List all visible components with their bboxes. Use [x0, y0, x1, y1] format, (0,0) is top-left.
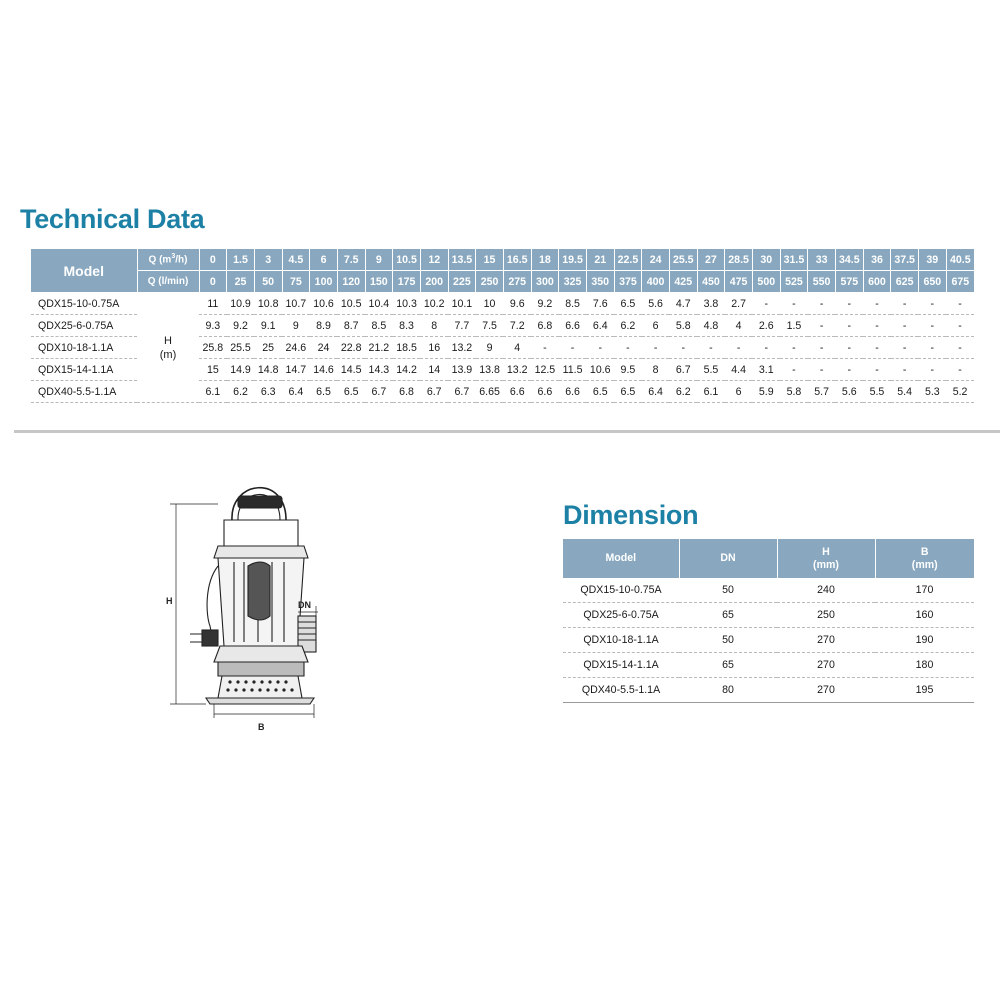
- head-value-cell: -: [808, 337, 836, 359]
- dim-h-header-label: H: [822, 545, 830, 558]
- head-value-cell: -: [808, 315, 836, 337]
- q-m3h-value: 3: [254, 249, 282, 271]
- head-value-cell: 5.5: [863, 381, 891, 403]
- table-row: [31, 293, 974, 315]
- dim-b-cell: 160: [875, 603, 974, 628]
- q-lmin-value: 120: [337, 271, 365, 293]
- head-value-cell: 6.6: [559, 381, 587, 403]
- head-value-cell: -: [780, 293, 808, 315]
- q-lmin-value: 200: [420, 271, 448, 293]
- q-lmin-value: 600: [863, 271, 891, 293]
- q-m3h-value: 30: [752, 249, 780, 271]
- head-value-cell: -: [863, 359, 891, 381]
- head-value-cell: 10: [476, 293, 504, 315]
- dim-b-header-unit: (mm): [911, 558, 938, 571]
- head-value-cell: -: [891, 359, 919, 381]
- q-m3h-value: 39: [918, 249, 946, 271]
- head-value-cell: 14.5: [337, 359, 365, 381]
- head-value-cell: 5.2: [946, 381, 974, 403]
- head-value-cell: 9.2: [227, 315, 255, 337]
- dim-dn-cell: 50: [679, 578, 777, 603]
- head-value-cell: 15: [199, 359, 227, 381]
- dim-dn-cell: 50: [679, 628, 777, 653]
- head-value-cell: 8: [642, 359, 670, 381]
- head-value-cell: 6.2: [227, 381, 255, 403]
- head-value-cell: -: [559, 337, 587, 359]
- dim-h-cell: 270: [777, 678, 875, 703]
- head-value-cell: 5.6: [835, 381, 863, 403]
- head-value-cell: -: [891, 337, 919, 359]
- q-lmin-value: 75: [282, 271, 310, 293]
- base-width-label: B: [258, 722, 265, 732]
- model-column-header: Model: [31, 249, 137, 293]
- head-value-cell: 13.2: [503, 359, 531, 381]
- q-m3h-value: 13.5: [448, 249, 476, 271]
- q-m3h-value: 10.5: [393, 249, 421, 271]
- head-value-cell: 8.7: [337, 315, 365, 337]
- q-m3h-value: 24: [642, 249, 670, 271]
- head-value-cell: 14: [420, 359, 448, 381]
- technical-data-table: [31, 249, 974, 403]
- head-unit: (m): [159, 348, 177, 361]
- head-value-cell: 11: [199, 293, 227, 315]
- head-value-cell: 6.7: [420, 381, 448, 403]
- head-value-cell: 6.6: [531, 381, 559, 403]
- head-value-cell: 14.3: [365, 359, 393, 381]
- q-m3h-value: 27: [697, 249, 725, 271]
- head-value-cell: 10.8: [254, 293, 282, 315]
- head-value-cell: 6.6: [503, 381, 531, 403]
- head-value-cell: -: [697, 337, 725, 359]
- head-value-cell: 8.3: [393, 315, 421, 337]
- q-lmin-value: 175: [393, 271, 421, 293]
- head-value-cell: -: [780, 359, 808, 381]
- q-m3h-value: 4.5: [282, 249, 310, 271]
- head-value-cell: 24: [310, 337, 338, 359]
- dim-b-cell: 195: [875, 678, 974, 703]
- q-lmin-value: 50: [254, 271, 282, 293]
- strainer-base: [218, 676, 302, 698]
- head-value-cell: -: [808, 359, 836, 381]
- head-value-cell: 5.8: [669, 315, 697, 337]
- dim-dn-header: DN: [679, 539, 777, 578]
- head-value-cell: 10.6: [310, 293, 338, 315]
- dim-dn-cell: 80: [679, 678, 777, 703]
- head-value-cell: -: [835, 293, 863, 315]
- dim-model-cell: QDX15-14-1.1A: [563, 653, 679, 678]
- head-value-cell: 10.9: [227, 293, 255, 315]
- head-value-cell: 24.6: [282, 337, 310, 359]
- head-value-cell: 16: [420, 337, 448, 359]
- head-value-cell: 14.7: [282, 359, 310, 381]
- dim-b-cell: 170: [875, 578, 974, 603]
- q-lmin-value: 225: [448, 271, 476, 293]
- q-m3h-value: 1.5: [227, 249, 255, 271]
- model-cell: QDX10-18-1.1A: [31, 337, 137, 359]
- q-m3h-value: 19.5: [559, 249, 587, 271]
- head-value-cell: -: [669, 337, 697, 359]
- q-lmin-value: 250: [476, 271, 504, 293]
- head-value-cell: 2.7: [725, 293, 753, 315]
- dim-dn-cell: 65: [679, 653, 777, 678]
- head-value-cell: 10.1: [448, 293, 476, 315]
- head-value-cell: 6.8: [393, 381, 421, 403]
- q-lmin-value: 575: [835, 271, 863, 293]
- head-value-cell: 6: [725, 381, 753, 403]
- head-value-cell: 4: [503, 337, 531, 359]
- head-value-cell: -: [808, 293, 836, 315]
- head-value-cell: -: [918, 337, 946, 359]
- table-row: [563, 603, 974, 628]
- dim-model-cell: QDX15-10-0.75A: [563, 578, 679, 603]
- head-value-cell: 5.3: [918, 381, 946, 403]
- q-m3h-value: 21: [586, 249, 614, 271]
- q-m3h-value: 28.5: [725, 249, 753, 271]
- q-lmin-value: 25: [227, 271, 255, 293]
- head-value-cell: 5.8: [780, 381, 808, 403]
- dim-model-cell: QDX10-18-1.1A: [563, 628, 679, 653]
- q-m3h-value: 9: [365, 249, 393, 271]
- head-value-cell: 14.2: [393, 359, 421, 381]
- q-lmin-value: 350: [586, 271, 614, 293]
- head-value-cell: 6.7: [365, 381, 393, 403]
- dim-b-header-label: B: [920, 545, 929, 558]
- dim-h-cell: 240: [777, 578, 875, 603]
- head-value-cell: 9.5: [614, 359, 642, 381]
- head-value-cell: 10.6: [586, 359, 614, 381]
- q-m3h-value: 40.5: [946, 249, 974, 271]
- model-cell: QDX25-6-0.75A: [31, 315, 137, 337]
- head-value-cell: 13.9: [448, 359, 476, 381]
- q-lmin-value: 375: [614, 271, 642, 293]
- head-value-cell: 9.1: [254, 315, 282, 337]
- q-m3h-value: 12: [420, 249, 448, 271]
- head-value-cell: 7.7: [448, 315, 476, 337]
- head-value-cell: 8.5: [365, 315, 393, 337]
- head-value-cell: 22.8: [337, 337, 365, 359]
- dim-h-cell: 250: [777, 603, 875, 628]
- head-value-cell: 13.2: [448, 337, 476, 359]
- head-value-cell: 4.4: [725, 359, 753, 381]
- head-value-cell: -: [891, 293, 919, 315]
- head-value-cell: 1.5: [780, 315, 808, 337]
- outlet-diameter-label: DN: [298, 600, 311, 610]
- head-value-cell: -: [752, 337, 780, 359]
- dim-dn-cell: 65: [679, 603, 777, 628]
- q-m3h-value: 22.5: [614, 249, 642, 271]
- head-value-cell: 9.2: [531, 293, 559, 315]
- flow-m3h-header-row: [31, 249, 974, 271]
- head-value-cell: 5.7: [808, 381, 836, 403]
- head-value-cell: 6.1: [697, 381, 725, 403]
- head-value-cell: -: [531, 337, 559, 359]
- head-value-cell: 25: [254, 337, 282, 359]
- head-label-cell: [137, 293, 199, 403]
- head-value-cell: 7.2: [503, 315, 531, 337]
- q-m3h-value: 25.5: [669, 249, 697, 271]
- technical-data-title: Technical Data: [20, 204, 205, 234]
- head-value-cell: 10.5: [337, 293, 365, 315]
- head-value-cell: -: [752, 293, 780, 315]
- flow-lmin-header-row: [31, 271, 974, 293]
- q-m3h-value: 16.5: [503, 249, 531, 271]
- head-value-cell: 10.7: [282, 293, 310, 315]
- head-value-cell: 5.6: [642, 293, 670, 315]
- dim-model-cell: QDX25-6-0.75A: [563, 603, 679, 628]
- head-value-cell: 3.8: [697, 293, 725, 315]
- head-value-cell: 14.8: [254, 359, 282, 381]
- head-value-cell: -: [891, 315, 919, 337]
- head-value-cell: 5.9: [752, 381, 780, 403]
- q-lmin-value: 425: [669, 271, 697, 293]
- q-lmin-value: 525: [780, 271, 808, 293]
- power-cable: [207, 566, 218, 636]
- pump-dimension-drawing: [158, 466, 338, 736]
- head-value-cell: -: [863, 337, 891, 359]
- head-value-cell: 7.6: [586, 293, 614, 315]
- head-value-cell: -: [918, 293, 946, 315]
- table-row: [563, 578, 974, 603]
- head-value-cell: -: [863, 293, 891, 315]
- q-lmin-value: 475: [725, 271, 753, 293]
- head-value-cell: 21.2: [365, 337, 393, 359]
- model-cell: QDX15-10-0.75A: [31, 293, 137, 315]
- head-value-cell: 2.6: [752, 315, 780, 337]
- q-m3h-value: 7.5: [337, 249, 365, 271]
- dim-model-header: Model: [563, 539, 679, 578]
- head-value-cell: 4.7: [669, 293, 697, 315]
- head-value-cell: 5.5: [697, 359, 725, 381]
- head-value-cell: 8.5: [559, 293, 587, 315]
- head-value-cell: 6.65: [476, 381, 504, 403]
- head-value-cell: -: [642, 337, 670, 359]
- head-value-cell: 6.7: [669, 359, 697, 381]
- head-value-cell: 6.5: [586, 381, 614, 403]
- head-value-cell: 14.9: [227, 359, 255, 381]
- head-value-cell: 6.5: [614, 293, 642, 315]
- dim-h-cell: 270: [777, 628, 875, 653]
- q-lmin-value: 100: [310, 271, 338, 293]
- dim-model-cell: QDX40-5.5-1.1A: [563, 678, 679, 703]
- head-value-cell: 6: [642, 315, 670, 337]
- q-lmin-value: 550: [808, 271, 836, 293]
- head-value-cell: 6.6: [559, 315, 587, 337]
- head-value-cell: 14.6: [310, 359, 338, 381]
- head-value-cell: -: [835, 337, 863, 359]
- head-value-cell: 3.1: [752, 359, 780, 381]
- head-value-cell: 12.5: [531, 359, 559, 381]
- dim-h-header: [777, 539, 875, 578]
- head-value-cell: -: [725, 337, 753, 359]
- q-lmin-value: 450: [697, 271, 725, 293]
- head-value-cell: -: [835, 315, 863, 337]
- dimension-table-body: [563, 578, 974, 703]
- q-lmin-label: Q (l/min): [137, 271, 199, 293]
- q-lmin-value: 275: [503, 271, 531, 293]
- head-value-cell: 9.6: [503, 293, 531, 315]
- height-label: H: [166, 596, 173, 606]
- head-value-cell: 5.4: [891, 381, 919, 403]
- dim-h-header-unit: (mm): [813, 558, 839, 571]
- head-value-cell: -: [835, 359, 863, 381]
- head-value-cell: 6.2: [614, 315, 642, 337]
- height-dimension-line: [170, 504, 218, 704]
- head-value-cell: 4.8: [697, 315, 725, 337]
- model-cell: QDX40-5.5-1.1A: [31, 381, 137, 403]
- q-lmin-value: 650: [918, 271, 946, 293]
- head-value-cell: 9.3: [199, 315, 227, 337]
- head-value-cell: 13.8: [476, 359, 504, 381]
- head-value-cell: -: [946, 359, 974, 381]
- head-value-cell: 6.5: [614, 381, 642, 403]
- q-lmin-value: 0: [199, 271, 227, 293]
- head-value-cell: 6.8: [531, 315, 559, 337]
- dim-b-cell: 180: [875, 653, 974, 678]
- head-value-cell: 25.5: [227, 337, 255, 359]
- q-lmin-value: 400: [642, 271, 670, 293]
- head-value-cell: 6.3: [254, 381, 282, 403]
- head-value-cell: 6.5: [337, 381, 365, 403]
- q-m3h-value: 34.5: [835, 249, 863, 271]
- head-value-cell: 10.3: [393, 293, 421, 315]
- head-value-cell: 6.4: [282, 381, 310, 403]
- q-lmin-value: 675: [946, 271, 974, 293]
- q-m3h-value: 36: [863, 249, 891, 271]
- head-value-cell: -: [946, 337, 974, 359]
- section-divider: [14, 430, 1000, 433]
- technical-data-body: [31, 293, 974, 403]
- q-m3h-value: 0: [199, 249, 227, 271]
- q-m3h-value: 33: [808, 249, 836, 271]
- head-value-cell: -: [918, 359, 946, 381]
- dim-b-header: [875, 539, 974, 578]
- dim-b-cell: 190: [875, 628, 974, 653]
- dimension-table: [563, 539, 974, 703]
- table-row: [563, 653, 974, 678]
- head-value-cell: 10.2: [420, 293, 448, 315]
- head-value-cell: 6.4: [642, 381, 670, 403]
- head-value-cell: 8: [420, 315, 448, 337]
- head-value-cell: 9: [476, 337, 504, 359]
- head-value-cell: 9: [282, 315, 310, 337]
- head-value-cell: -: [780, 337, 808, 359]
- head-value-cell: 6.1: [199, 381, 227, 403]
- head-value-cell: -: [918, 315, 946, 337]
- dimension-header-row: [563, 539, 974, 578]
- head-value-cell: -: [586, 337, 614, 359]
- head-value-cell: 6.7: [448, 381, 476, 403]
- q-lmin-value: 300: [531, 271, 559, 293]
- head-value-cell: 6.4: [586, 315, 614, 337]
- table-row: [563, 628, 974, 653]
- head-value-cell: 8.9: [310, 315, 338, 337]
- q-lmin-value: 625: [891, 271, 919, 293]
- q-m3h-value: 37.5: [891, 249, 919, 271]
- head-value-cell: -: [863, 315, 891, 337]
- dimension-title: Dimension: [563, 500, 699, 530]
- q-m3h-value: 15: [476, 249, 504, 271]
- table-row: [563, 678, 974, 703]
- head-value-cell: 25.8: [199, 337, 227, 359]
- head-value-cell: 11.5: [559, 359, 587, 381]
- q-lmin-value: 325: [559, 271, 587, 293]
- q-m3h-value: 6: [310, 249, 338, 271]
- dim-h-cell: 270: [777, 653, 875, 678]
- q-m3h-label: Q $(m^3/h)$: [137, 249, 199, 271]
- head-value-cell: 6.2: [669, 381, 697, 403]
- q-m3h-value: 31.5: [780, 249, 808, 271]
- head-value-cell: -: [614, 337, 642, 359]
- model-cell: QDX15-14-1.1A: [31, 359, 137, 381]
- q-lmin-value: 150: [365, 271, 393, 293]
- q-lmin-value: 500: [752, 271, 780, 293]
- head-value-cell: 4: [725, 315, 753, 337]
- head-value-cell: -: [946, 315, 974, 337]
- head-value-cell: 10.4: [365, 293, 393, 315]
- head-value-cell: 6.5: [310, 381, 338, 403]
- q-m3h-value: 18: [531, 249, 559, 271]
- head-value-cell: -: [946, 293, 974, 315]
- head-label: H: [164, 334, 172, 347]
- head-value-cell: 18.5: [393, 337, 421, 359]
- head-value-cell: 7.5: [476, 315, 504, 337]
